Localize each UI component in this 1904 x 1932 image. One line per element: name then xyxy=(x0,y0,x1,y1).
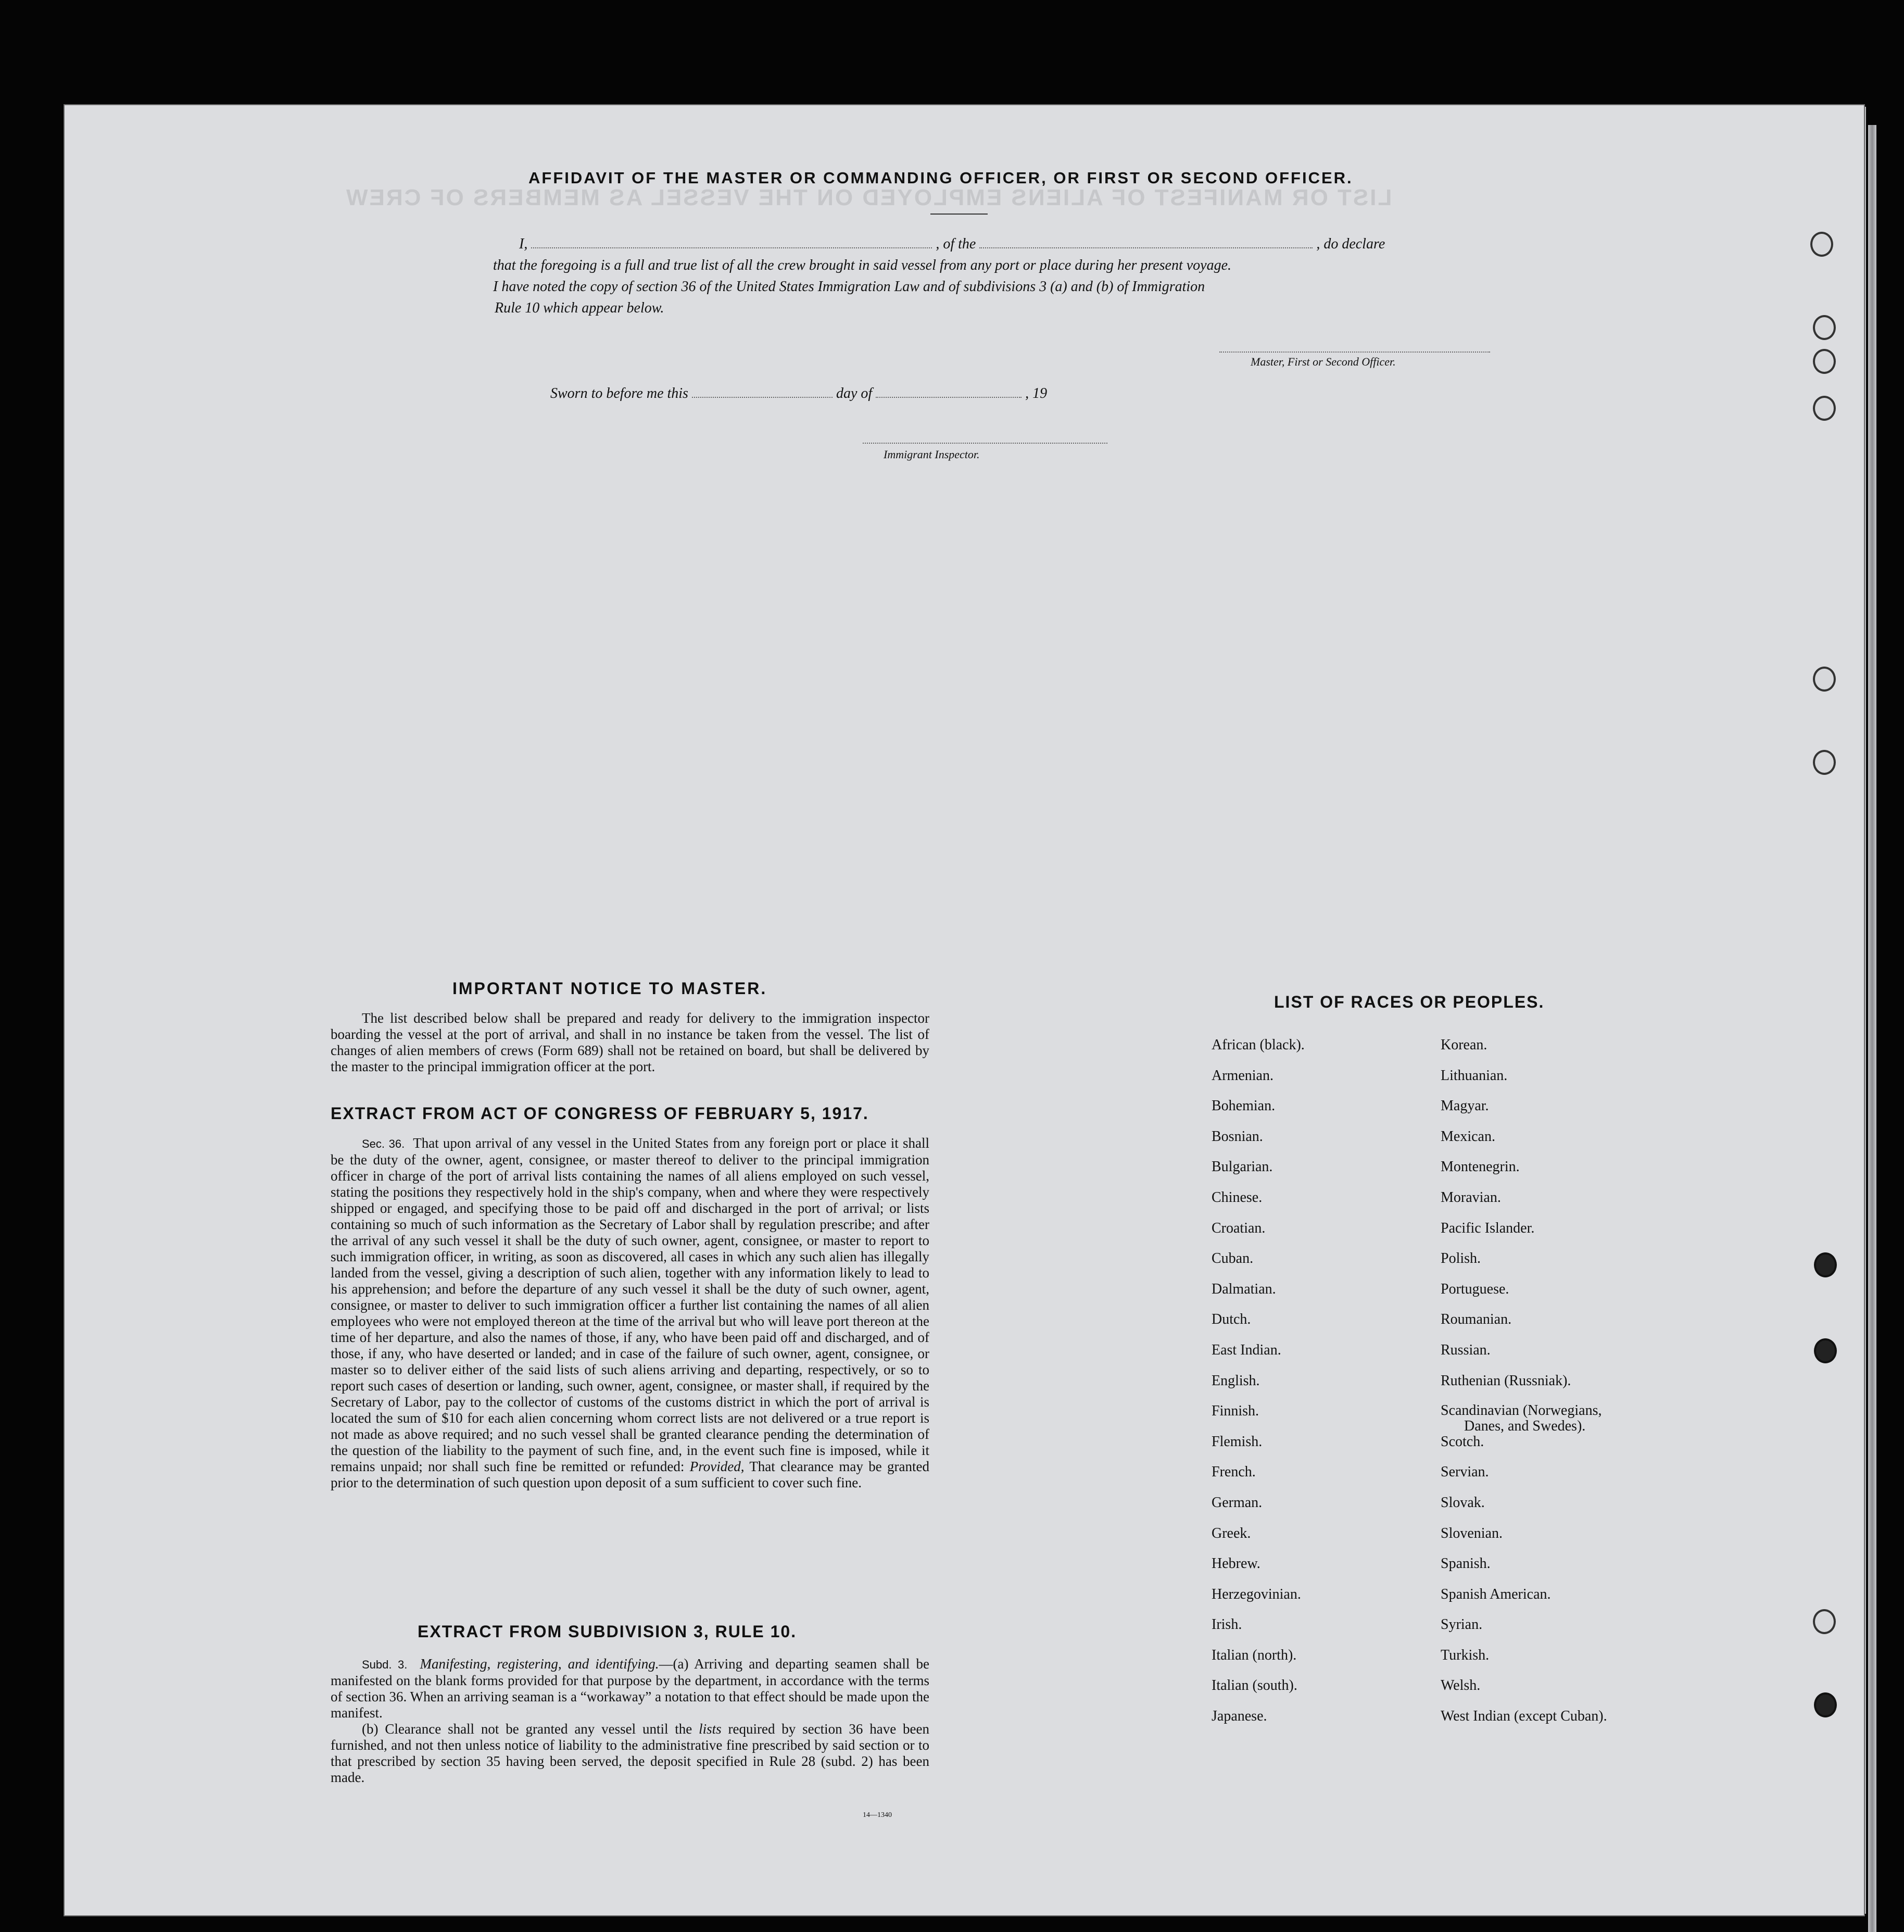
act-heading: EXTRACT FROM ACT OF CONGRESS OF FEBRUARY 5, 1917. xyxy=(331,1104,869,1123)
lists-word: lists xyxy=(699,1721,722,1737)
race-item: Italian (south). xyxy=(1212,1677,1297,1694)
race-item-line: Scandinavian (Norwegians, xyxy=(1441,1402,1602,1419)
race-item: Montenegrin. xyxy=(1441,1159,1520,1175)
inspector-signature-blank[interactable] xyxy=(863,443,1107,444)
affidavit-of-the: , of the xyxy=(936,236,976,252)
race-item: Chinese. xyxy=(1212,1189,1263,1206)
race-item: West Indian (except Cuban). xyxy=(1441,1708,1607,1725)
rule-paragraph-a xyxy=(331,1656,929,1721)
race-item: Portuguese. xyxy=(1441,1281,1509,1297)
binder-hole xyxy=(1814,1338,1837,1363)
race-item: Pacific Islander. xyxy=(1441,1220,1535,1236)
affidavit-i: I, xyxy=(519,236,528,252)
binder-hole xyxy=(1813,396,1836,421)
binder-hole xyxy=(1810,232,1833,257)
race-item: Cuban. xyxy=(1212,1250,1254,1267)
race-item: Syrian. xyxy=(1441,1616,1483,1633)
affidavit-line-1 xyxy=(519,236,1385,253)
provided-word: Provided, xyxy=(689,1459,745,1474)
race-item: Welsh. xyxy=(1441,1677,1481,1694)
act-paragraph xyxy=(331,1135,929,1491)
subd-label: Subd. 3. xyxy=(362,1658,408,1671)
binder-hole xyxy=(1814,1252,1837,1277)
act-text: That upon arrival of any vessel in the United States from any foreign port or place it shall be the duty of the owner, agent, consignee, or master thereof to deliver to the principal immigration officer in charge of the port of arrival lists containing the names of all aliens employed on such vessel, stating the positions they respectively hold in the ship's company, when and where they were respectively shipped or engaged, and specifying those to be paid off and discharged in the port of arrival; or lists containing so much of such information as the Secretary of Labor shall by regulation prescribe; and after the arrival of any such vessel it shall be the duty of such owner, agent, consignee, or master to report to such immigration officer, in writing, as soon as discovered, all cases in which any such alien has illegally landed from the vessel, giving a description of such alien, together with any information likely to lead to his apprehension; and before the departure of any such vessel it shall be the duty of such owner, agent, consignee, or master to deliver to such immigration officer a further list containing the names of all alien employees who were not employed thereon at the time of the arrival but who will leave port thereon at the time of her departure, and also the names of those, if any, who have been paid off and discharged, and of those, if any, who have deserted or landed; and in case of the failure of such owner, agent, consignee, or master so to deliver either of the said lists of such aliens arriving and departing, respectively, or so to report such cases of desertion or landing, such owner, agent, consignee, or master shall, if required by the Secretary of Labor, pay to the collector of customs of the customs district in which the port of arrival is located the sum of $10 for each alien concerning whom correct lists are not delivered or a true report is not made as above required; and no such vessel shall be granted clearance pending the determination of the question of the liability to the payment of such fine, and, in the event such fine is imposed, while it remains unpaid; nor shall such fine be remitted or refunded: xyxy=(331,1135,930,1474)
race-item-continuation: Danes, and Swedes). xyxy=(1464,1418,1586,1435)
binder-hole xyxy=(1813,349,1836,374)
race-item: Italian (north). xyxy=(1212,1647,1297,1663)
race-item: Dalmatian. xyxy=(1212,1281,1276,1297)
races-heading: LIST OF RACES OR PEOPLES. xyxy=(1274,993,1545,1011)
race-item: Bohemian. xyxy=(1212,1098,1276,1114)
race-item: Korean. xyxy=(1441,1037,1487,1053)
race-item: Bulgarian. xyxy=(1212,1159,1273,1175)
binder-hole xyxy=(1813,750,1836,775)
race-item: Scotch. xyxy=(1441,1433,1484,1450)
race-item: Russian. xyxy=(1441,1341,1491,1358)
race-item: French. xyxy=(1212,1464,1256,1481)
vessel-blank[interactable] xyxy=(979,247,1313,248)
affidavit-line-2: that the foregoing is a full and true list of all the crew brought in said vessel from any port or place during her present voyage. xyxy=(493,257,1232,273)
race-item: Bosnian. xyxy=(1212,1128,1263,1145)
rule-text-b-end: required by section 36 have been furnished, and not then unless notice of liability to the administrative fine prescribed by said section or to that prescribed by section 35 having been served, the deposit specified in Rule 28 (subd. 2) has been made. xyxy=(331,1721,930,1785)
race-item: Japanese. xyxy=(1212,1708,1267,1725)
act-text-block xyxy=(331,1135,929,1491)
binder-hole xyxy=(1814,1692,1837,1717)
race-item: Croatian. xyxy=(1212,1220,1266,1236)
race-item: Ruthenian (Russniak). xyxy=(1441,1372,1571,1389)
race-item: Irish. xyxy=(1212,1616,1242,1633)
race-item: Moravian. xyxy=(1441,1189,1501,1206)
notice-text: The list described below shall be prepared and ready for delivery to the immigration inspector boarding the vessel at the port of arrival, and shall in no instance be taken from the vessel. The list of changes of alien members of crews (Form 689) shall not be retained on board, but shall be delivered by the master to the principal immigration officer at the port. xyxy=(331,1010,929,1074)
affidavit-heading: AFFIDAVIT OF THE MASTER OR COMMANDING OFFICER, OR FIRST OR SECOND OFFICER. xyxy=(528,169,1353,187)
rule-text-block xyxy=(331,1656,929,1786)
race-item: Spanish. xyxy=(1441,1555,1491,1572)
name-blank[interactable] xyxy=(531,247,932,248)
year-label: , 19 xyxy=(1025,385,1048,402)
binder-hole xyxy=(1813,667,1836,692)
race-item: Mexican. xyxy=(1441,1128,1495,1145)
race-item: East Indian. xyxy=(1212,1341,1281,1358)
race-item: Herzegovinian. xyxy=(1212,1586,1301,1602)
race-item: Polish. xyxy=(1441,1250,1481,1267)
race-item: Hebrew. xyxy=(1212,1555,1260,1572)
races-column-2 xyxy=(1441,1037,1607,1739)
affidavit-declare: , do declare xyxy=(1316,236,1385,252)
race-item: Greek. xyxy=(1212,1525,1251,1541)
rule-text-a: —(a) Arriving and departing seamen shall be manifested on the blank forms provided for that purpose by the department, in accordance with the terms of section 36. When an arriving seaman is a “workaway” a notation to that effect should be made upon the manifest. xyxy=(331,1656,929,1721)
binder-hole xyxy=(1813,1609,1836,1634)
race-item: Flemish. xyxy=(1212,1433,1263,1450)
races-column-1 xyxy=(1212,1037,1305,1739)
subd-title: Manifesting, registering, and identifying. xyxy=(420,1656,659,1672)
race-item: Servian. xyxy=(1441,1464,1489,1481)
race-item: Turkish. xyxy=(1441,1647,1490,1663)
race-item: Slovak. xyxy=(1441,1494,1485,1511)
race-item: German. xyxy=(1212,1494,1263,1511)
rule-paragraph-b xyxy=(331,1721,929,1786)
sworn-month-blank[interactable] xyxy=(876,397,1022,398)
master-signature-label: Master, First or Second Officer. xyxy=(1251,355,1396,368)
paper-edge xyxy=(1868,125,1876,1932)
notice-text-block xyxy=(331,1010,929,1075)
binder-hole xyxy=(1813,315,1836,340)
race-item: Spanish American. xyxy=(1441,1586,1551,1602)
race-item xyxy=(1441,1403,1607,1434)
sworn-line xyxy=(550,385,1047,402)
race-item: Finnish. xyxy=(1212,1403,1259,1420)
bleed-through-heading: LIST OR MANIFEST OF ALIENS EMPLOYED ON THE VESSEL AS MEMBERS OF CREW xyxy=(345,185,1392,210)
race-item: English. xyxy=(1212,1372,1260,1389)
race-item: Armenian. xyxy=(1212,1067,1273,1084)
race-item: Lithuanian. xyxy=(1441,1067,1508,1084)
race-item: African (black). xyxy=(1212,1037,1305,1053)
act-text-end: That clearance may be granted prior to the determination of such question upon deposit of a sum sufficient to cover such fine. xyxy=(331,1459,929,1490)
race-item: Magyar. xyxy=(1441,1098,1489,1114)
notice-heading: IMPORTANT NOTICE TO MASTER. xyxy=(452,979,767,998)
sworn-day-blank[interactable] xyxy=(692,397,833,398)
inspector-signature-label: Immigrant Inspector. xyxy=(884,448,980,461)
rule-text-b-start: (b) Clearance shall not be granted any vessel until the xyxy=(362,1721,692,1737)
affidavit-line-3: I have noted the copy of section 36 of the United States Immigration Law and of subdivisions 3 (a) and (b) of Immigration xyxy=(493,279,1205,295)
document-page xyxy=(64,104,1865,1916)
heading-rule xyxy=(930,214,988,215)
master-signature-blank[interactable] xyxy=(1219,352,1490,353)
affidavit-line-4: Rule 10 which appear below. xyxy=(495,300,664,316)
race-item: Roumanian. xyxy=(1441,1311,1512,1328)
race-item: Dutch. xyxy=(1212,1311,1251,1328)
sworn-label: Sworn to before me this xyxy=(550,385,688,402)
sec-label: Sec. 36. xyxy=(362,1137,405,1150)
form-number: 14—1340 xyxy=(863,1811,892,1819)
race-item: Slovenian. xyxy=(1441,1525,1503,1541)
rule-heading: EXTRACT FROM SUBDIVISION 3, RULE 10. xyxy=(418,1622,797,1641)
day-of-label: day of xyxy=(836,385,873,402)
